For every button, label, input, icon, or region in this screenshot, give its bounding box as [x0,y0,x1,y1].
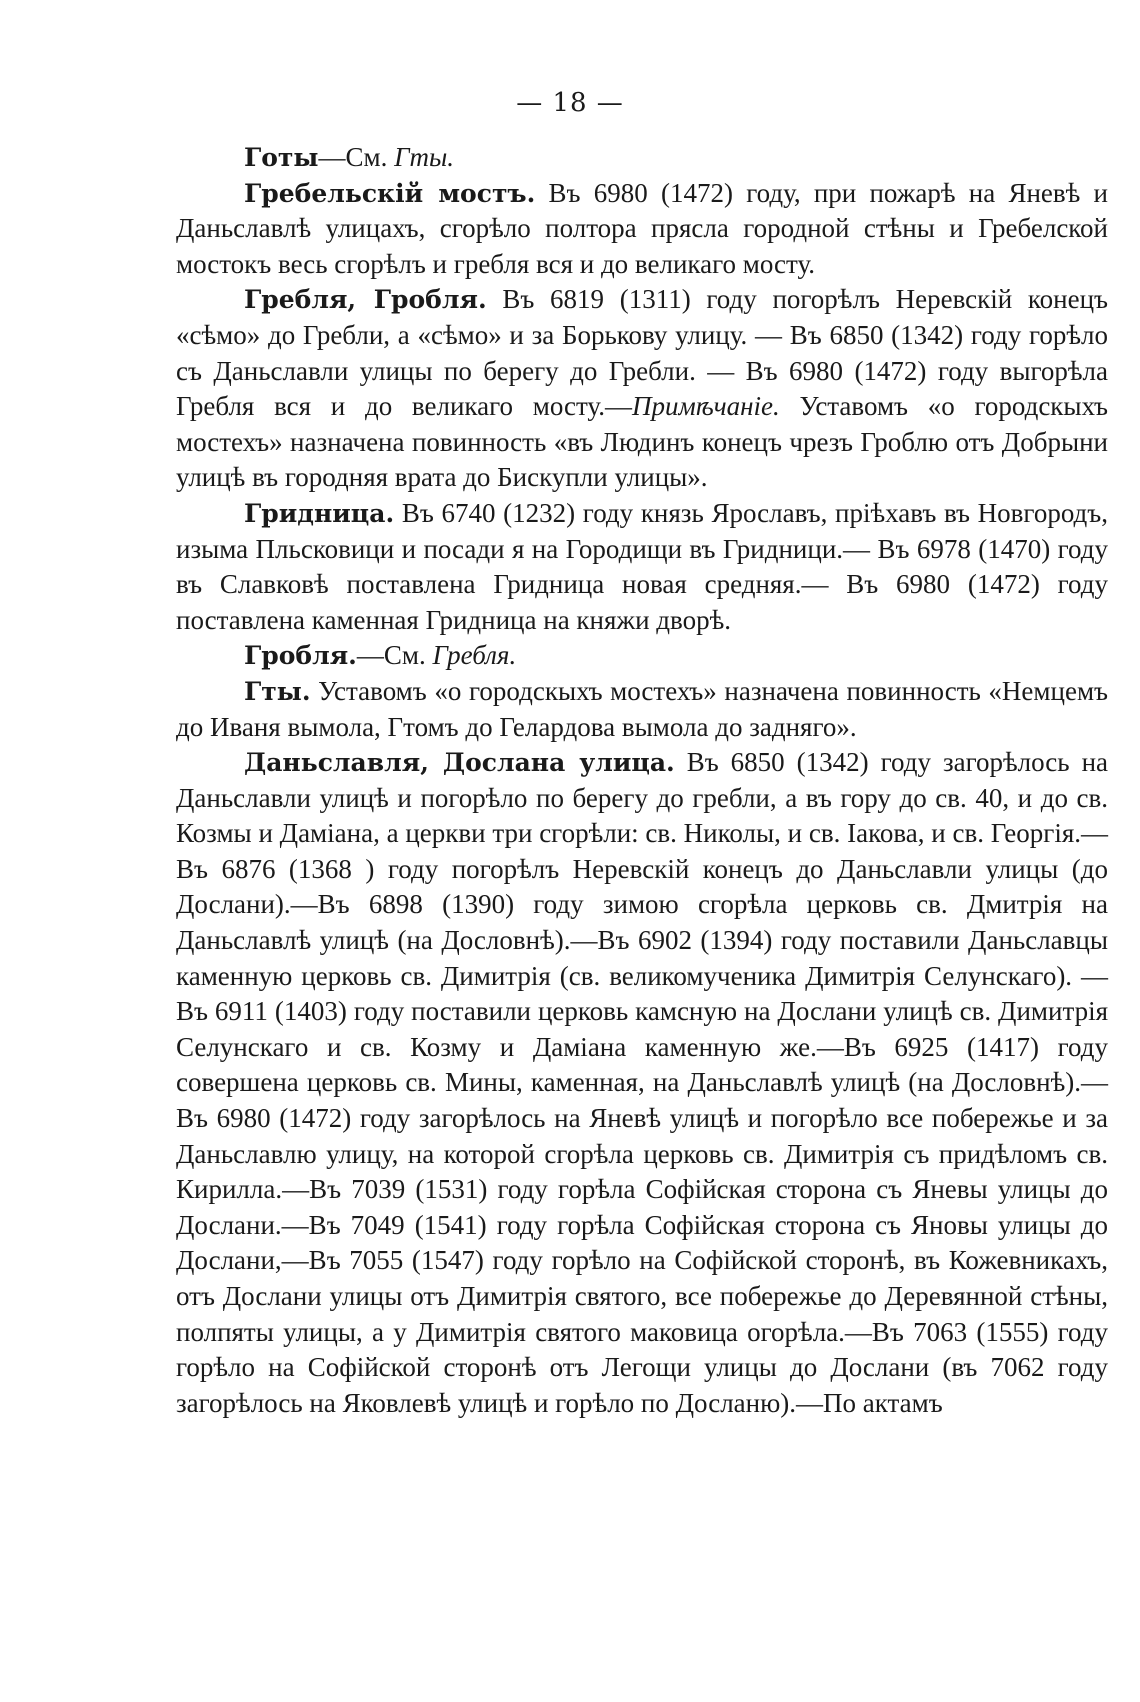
entry-headword: Гребля, Гробля. [244,285,487,315]
entry-text: —См. [318,142,395,172]
page-number: — 18 — [516,88,624,118]
entry-text: Въ 6850 (1342) году загорѣлось на Даньславли улицѣ и погорѣло по берегу до гребли, а въ гору до св. 40, и до св. Козмы и Даміана, а церкви три сгорѣли: св. Николы, и св. Іакова, и св. Георгія.—Въ 6876 (1368 ) году погорѣлъ Неревскій конецъ до Даньславли улицы (до Дослани).—Въ 6898 (1390) году зимою сгорѣла церковь св. Дмитрія на Даньславлѣ улицѣ (на Дословнѣ).—Въ 6902 (1394) году поставили Даньславцы каменную церковь св. Димитрія (св. великомученика Димитрія Селунскаго). — Въ 6911 (1403) году поставили церковь камсную на Дослани улицѣ св. Димитрія Селунскаго и св. Козму и Даміана каменную же.—Въ 6925 (1417) году совершена церковь св. Мины, каменная, на Даньславлѣ улицѣ (на Дословнѣ).—Въ 6980 (1472) году загорѣлось на Яневѣ улицѣ и погорѣло все побережье и за Даньславлю улицу, на которой сгорѣла церковь св. Димитрія съ придѣломъ св. Кирилла.—Въ 7039 (1531) году горѣла Софійская сторона съ Яневы улицы до Дослани.—Въ 7049 (1541) году горѣла Софійская сторона съ Яновы улицы до Дослани,—Въ 7055 (1547) году горѣло на Софійской сторонѣ, въ Кожевникахъ, отъ Дослани улицы отъ Димитрія святого, все побережье до Деревянной стѣны, полпяты улицы, а у Димитрія святого маковица огорѣла.—Въ 7063 (1555) году горѣло на Софійской сторонѣ отъ Легощи улицы до Дослани (въ 7062 году загорѣлось на Яковлевѣ улицѣ и горѣло по Досланю).—По актамъ [176,747,1109,1418]
entry-headword: Гробля. [244,641,357,671]
entry-note-label: Примѣчаніе. [631,391,780,422]
entry-note-text: Уставомъ «о городскыхъ мостехъ» назначена повинность «въ Людинъ конецъ чрезъ Гроблю отъ Добрыни улицѣ въ городняя врата до Бискупли улицы». [176,391,1108,493]
entry-goty [176,140,1108,176]
entry-cross-reference: Гребля. [432,640,517,671]
entry-grebelsky-most [176,176,1108,283]
entry-groblya [176,638,1108,674]
entry-headword: Гридница. [244,498,395,528]
entry-danslavlya [176,745,1108,1421]
entry-text: Въ 6740 (1232) году князь Ярославъ, пріѣхавъ въ Новгородъ, изыма Пльсковици и посади я на Городищи въ Гридници.— Въ 6978 (1470) году въ Славковѣ поставлена Гридница новая средняя.— Въ 6980 (1472) году поставлена каменная Гридница на княжи дворѣ. [176,497,1108,635]
entry-headword: Гты. [244,676,311,706]
entry-text: Въ 6980 (1472) году, при пожарѣ на Яневѣ и Даньславлѣ улицахъ, сгорѣло полтора прясла городной стѣны и Гребелской мостокъ весь сгорѣлъ и гребля вся и до великаго мосту. [176,177,1108,279]
entry-headword: Гребельскій мостъ. [244,178,536,208]
entry-gty [176,674,1108,745]
entry-headword: Готы [244,143,319,172]
entry-headword: Даньславля, Дослана улица. [244,748,675,778]
entry-text: Уставомъ «о городскыхъ мостехъ» назначена повинность «Немцемъ до Иваня вымола, Гтомъ до Гелардова вымола до задняго». [176,675,1108,742]
entry-greblya [176,282,1108,496]
dictionary-text [176,140,1108,1421]
entry-text: —См. [356,640,433,671]
entry-text: Въ 6819 (1311) году погорѣлъ Неревскій конецъ «сѣмо» до Гребли, а «сѣмо» и за Борькову улицу. — Въ 6850 (1342) году горѣло съ Даньславли улицы по берегу до Гребли. — Въ 6980 (1472) году выгорѣла Гребля вся и до великаго мосту.— [176,284,1108,422]
entry-cross-reference: Гты. [394,142,455,172]
entry-gridnitsa [176,496,1108,638]
